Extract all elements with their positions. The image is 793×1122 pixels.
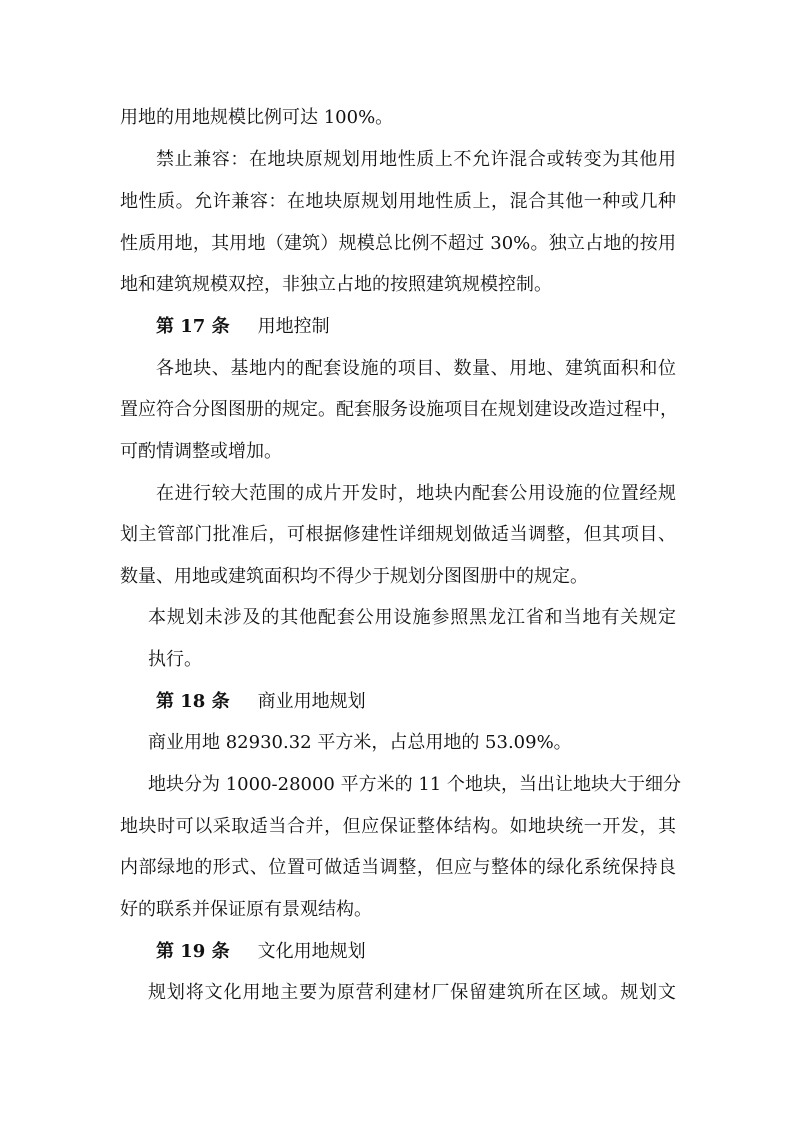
article-title: 商业用地规划 xyxy=(257,691,366,712)
paragraph-line: 规划将文化用地主要为原营利建材厂保留建筑所在区域。规划文 xyxy=(148,982,676,1003)
paragraph-line: 地块分为 1000-28000 平方米的 11 个地块，当出让地块大于细分 xyxy=(148,774,681,795)
article-heading xyxy=(156,690,793,714)
paragraph-line: 数量、用地或建筑面积均不得少于规划分图图册中的规定。 xyxy=(120,566,588,587)
paragraph-line: 各地块、基地内的配套设施的项目、数量、用地、建筑面积和位 xyxy=(156,358,676,379)
paragraph-line: 禁止兼容：在地块原规划用地性质上不允许混合或转变为其他用 xyxy=(156,149,676,170)
paragraph-line: 本规划未涉及的其他配套公用设施参照黑龙江省和当地有关规定 xyxy=(148,607,676,628)
paragraph-line: 划主管部门批准后，可根据修建性详细规划做适当调整，但其项目、 xyxy=(120,524,676,545)
article-title: 文化用地规划 xyxy=(257,941,366,962)
paragraph-line: 地块时可以采取适当合并，但应保证整体结构。如地块统一开发，其 xyxy=(120,816,676,837)
article-number: 第 17 条 xyxy=(156,316,230,337)
paragraph-line: 性质用地，其用地（建筑）规模总比例不超过 30%。独立占地的按用 xyxy=(120,233,676,254)
paragraph-line: 内部绿地的形式、位置可做适当调整，但应与整体的绿化系统保持良 xyxy=(120,857,676,878)
article-heading xyxy=(156,315,793,339)
article-number: 第 18 条 xyxy=(156,691,230,712)
article-heading xyxy=(156,940,793,964)
paragraph-line: 好的联系并保证原有景观结构。 xyxy=(120,899,372,920)
paragraph-line: 用地的用地规模比例可达 100%。 xyxy=(120,107,394,128)
article-number: 第 19 条 xyxy=(156,941,230,962)
paragraph-line: 在进行较大范围的成片开发时，地块内配套公用设施的位置经规 xyxy=(156,483,676,504)
paragraph-line: 商业用地 82930.32 平方米，占总用地的 53.09%。 xyxy=(148,732,572,753)
article-title: 用地控制 xyxy=(257,316,330,337)
paragraph-line: 地和建筑规模双控，非独立占地的按照建筑规模控制。 xyxy=(120,274,552,295)
paragraph-line: 可酌情调整或增加。 xyxy=(120,441,282,462)
paragraph-line: 地性质。允许兼容：在地块原规划用地性质上，混合其他一种或几种 xyxy=(120,191,676,212)
paragraph-line: 执行。 xyxy=(148,649,202,670)
paragraph-line: 置应符合分图图册的规定。配套服务设施项目在规划建设改造过程中， xyxy=(120,399,678,420)
